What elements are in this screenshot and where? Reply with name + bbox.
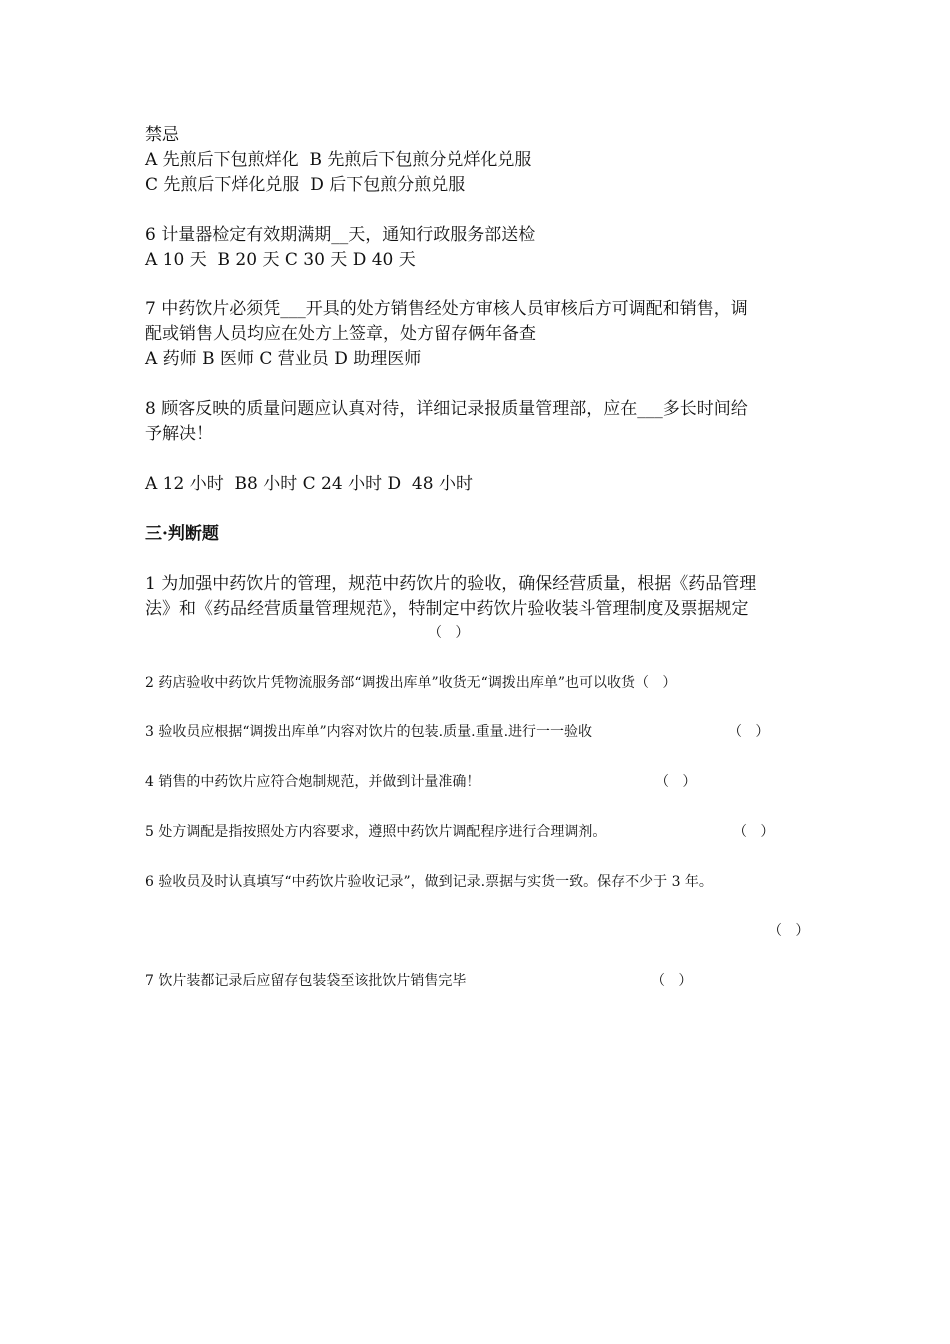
tf-q5: 5 处方调配是指按照处方内容要求，遵照中药饮片调配程序进行合理调剂。 — [145, 824, 607, 840]
tf-q1-line1: 1 为加强中药饮片的管理，规范中药饮片的验收，确保经营质量，根据《药品管理 — [145, 574, 757, 594]
tf-q7: 7 饮片装都记录后应留存包装袋至该批饮片销售完毕 — [145, 973, 467, 989]
q8-options: A 12 小时 B8 小时 C 24 小时 D 48 小时 — [145, 474, 473, 494]
q6-options: A 10 天 B 20 天 C 30 天 D 40 天 — [145, 250, 416, 270]
q6-stem: 6 计量器检定有效期满期__天，通知行政服务部送检 — [145, 225, 536, 245]
q8-stem-line2: 予解决！ — [145, 424, 213, 444]
q5-options-line1: A 先煎后下包煎烊化 B 先煎后下包煎分兑烊化兑服 — [145, 150, 532, 170]
q8-stem-line1: 8 顾客反映的质量问题应认真对待，详细记录报质量管理部，应在___多长时间给 — [145, 399, 748, 419]
tf-q3-answer-paren[interactable]: （ ） — [728, 724, 770, 740]
tf-q7-answer-paren[interactable]: （ ） — [651, 973, 693, 989]
tf-q6-answer-paren[interactable]: （ ） — [768, 923, 810, 939]
tf-q1-line2: 法》和《药品经营质量管理规范》，特制定中药饮片验收装斗管理制度及票据规定 — [145, 599, 749, 619]
section-heading-true-false: 三·判断题 — [145, 524, 219, 544]
q7-stem-line2: 配或销售人员均应在处方上签章，处方留存俩年备查 — [145, 324, 536, 344]
tf-q6: 6 验收员及时认真填写“中药饮片验收记录”，做到记录.票据与实货一致。保存不少于 3 年。 — [145, 874, 713, 890]
tf-q3: 3 验收员应根据“调拨出库单”内容对饮片的包装.质量.重量.进行一一验收 — [145, 724, 593, 740]
q7-options: A 药师 B 医师 C 营业员 D 助理医师 — [145, 349, 422, 369]
tf-q4-answer-paren[interactable]: （ ） — [655, 774, 697, 790]
q5-options-line2: C 先煎后下烊化兑服 D 后下包煎分煎兑服 — [145, 175, 466, 195]
tf-q1-answer-paren[interactable]: （ ） — [428, 625, 470, 641]
q7-stem-line1: 7 中药饮片必须凭___开具的处方销售经处方审核人员审核后方可调配和销售，调 — [145, 299, 748, 319]
tf-q2: 2 药店验收中药饮片凭物流服务部“调拨出库单”收货无“调拨出库单”也可以收货（ ） — [145, 675, 677, 691]
tf-q5-answer-paren[interactable]: （ ） — [733, 824, 775, 840]
q5-continuation: 禁忌 — [145, 125, 179, 145]
tf-q4: 4 销售的中药饮片应符合炮制规范，并做到计量准确！ — [145, 774, 481, 790]
